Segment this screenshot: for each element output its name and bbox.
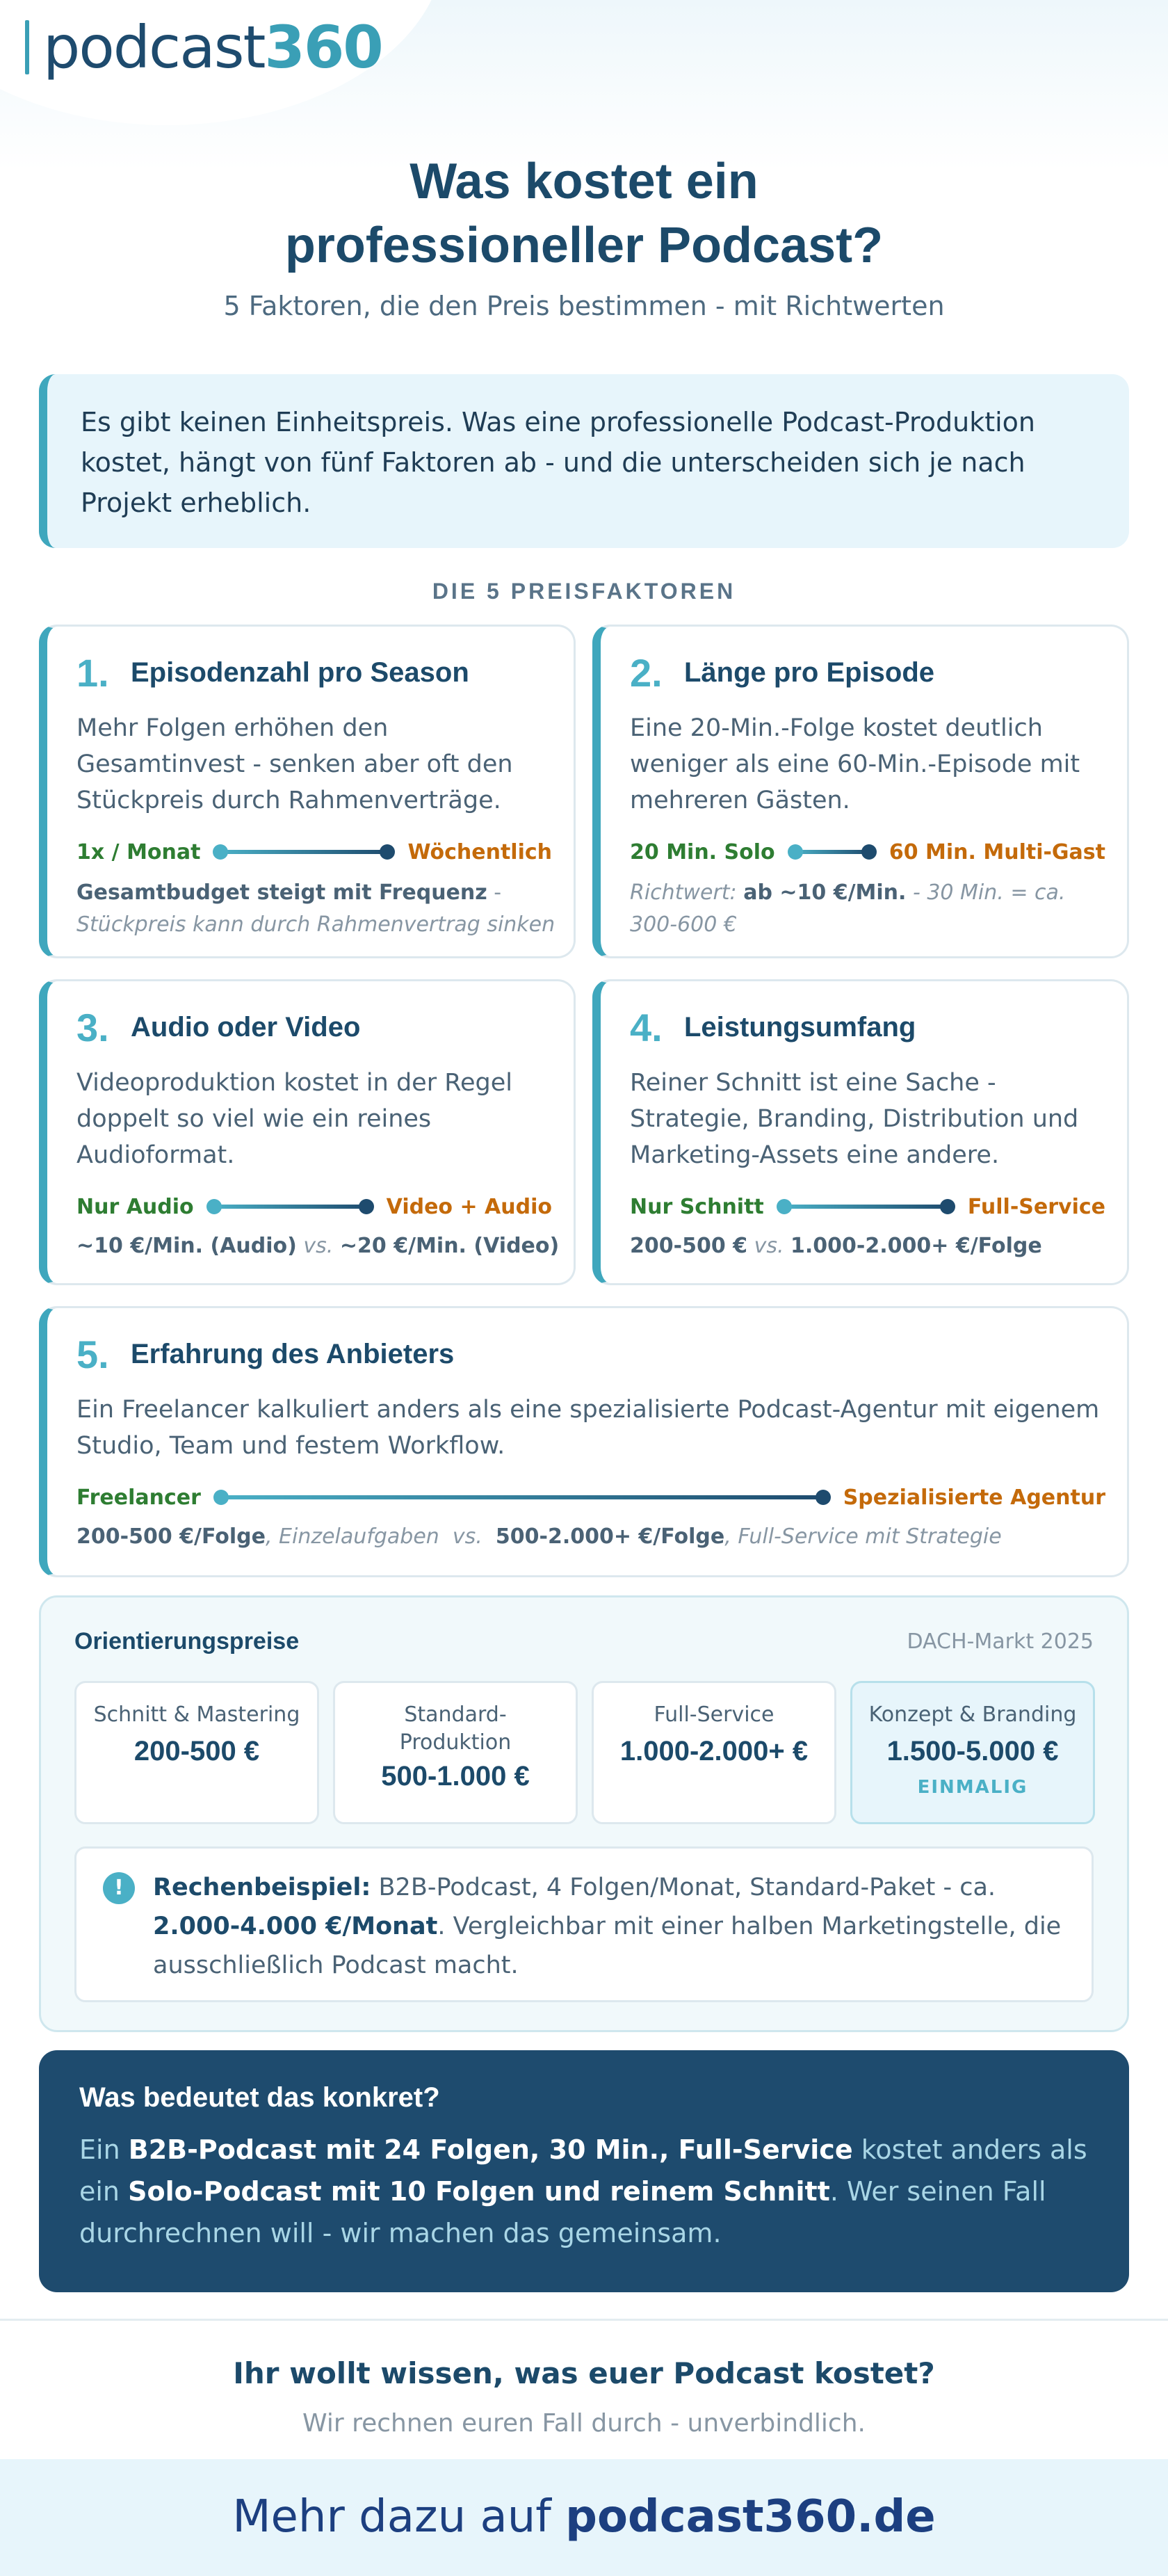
factor-card-4	[592, 979, 1129, 1285]
factor-description: Reiner Schnitt ist eine Sache - Strategie, Branding, Distribution und Marketing-Assets eine andere.	[630, 1069, 1079, 1169]
price-box	[592, 1681, 836, 1824]
logo[interactable]	[25, 13, 382, 82]
factor-note: 200-500 €/Folge, Einzelaufgaben vs. 500-2.000+ €/Folge, Full-Service mit Strategie	[76, 1524, 1002, 1549]
factor-scale	[630, 838, 1105, 866]
scale-end-dot	[359, 1199, 374, 1214]
factor-card-2	[592, 625, 1129, 958]
factor-scale	[76, 838, 552, 866]
concrete-text: Ein B2B-Podcast mit 24 Folgen, 30 Min., Full-Service kostet anders als ein Solo-Podcast mit 10 Folgen und reinem Schnitt. Wer seinen Fall durchrechnen will - wir machen das gemeinsam.	[79, 2134, 1087, 2248]
factor-description: Mehr Folgen erhöhen den Gesamtinvest - senken aber oft den Stückpreis durch Rahmenverträge.	[76, 714, 513, 814]
scale-track	[220, 850, 388, 854]
factor-card-1	[39, 625, 576, 958]
price-overview-title: Orientierungspreise	[74, 1628, 300, 1655]
factor-number: 5.	[76, 1333, 109, 1376]
exclamation-icon: !	[103, 1872, 135, 1904]
scale-start-dot	[206, 1199, 222, 1214]
factor-title: Audio oder Video	[131, 1012, 361, 1043]
price-label: Standard-Produktion	[399, 1702, 512, 1755]
cta-subtitle: Wir rechnen euren Fall durch - unverbindlich.	[302, 2409, 866, 2438]
logo-bar	[25, 20, 29, 74]
price-value: 1.500-5.000 €	[886, 1736, 1059, 1766]
price-label: Konzept & Branding	[868, 1702, 1077, 1727]
scale-end-dot	[861, 844, 877, 860]
price-overview	[39, 1595, 1129, 2032]
factor-card-5	[39, 1306, 1129, 1577]
factor-note: 200-500 € vs. 1.000-2.000+ €/Folge	[630, 1234, 1042, 1258]
scale-start-dot	[788, 844, 803, 860]
factor-note: ~10 €/Min. (Audio) vs. ~20 €/Min. (Video)	[76, 1234, 560, 1258]
factor-card-3	[39, 979, 576, 1285]
scale-high-label: 60 Min. Multi-Gast	[889, 839, 1105, 864]
factor-title: Leistungsumfang	[684, 1012, 916, 1043]
logo-text: podcast360	[43, 13, 382, 81]
scale-start-dot	[213, 1490, 229, 1505]
price-value: 500-1.000 €	[381, 1761, 530, 1792]
scale-start-dot	[777, 1199, 792, 1214]
page-title	[0, 150, 1168, 277]
price-label: Full-Service	[654, 1702, 774, 1727]
scale-low-label: Nur Schnitt	[630, 1194, 764, 1219]
price-value: 200-500 €	[133, 1736, 260, 1766]
scale-track	[220, 1495, 824, 1499]
scale-track	[784, 1205, 948, 1209]
factor-note: Richtwert: ab ~10 €/Min. - 30 Min. = ca. 300-600 €	[630, 880, 1066, 937]
scale-track	[213, 1205, 367, 1209]
price-box	[333, 1681, 578, 1824]
scale-end-dot	[940, 1199, 955, 1214]
page-title-line1: Was kostet ein	[409, 154, 759, 209]
factor-title: Länge pro Episode	[684, 657, 935, 688]
factor-number: 2.	[630, 651, 663, 695]
scale-low-label: 20 Min. Solo	[630, 839, 775, 864]
price-value: 1.000-2.000+ €	[619, 1736, 809, 1766]
price-box	[74, 1681, 319, 1824]
factor-note: Gesamtbudget steigt mit Frequenz - Stückpreis kann durch Rahmenvertrag sinken	[76, 880, 555, 937]
scale-start-dot	[213, 844, 228, 860]
factor-description: Videoproduktion kostet in der Regel doppelt so viel wie ein reines Audioformat.	[76, 1069, 512, 1169]
scale-low-label: Freelancer	[76, 1485, 201, 1510]
scale-high-label: Spezialisierte Agentur	[843, 1485, 1105, 1510]
calculation-example-text: Rechenbeispiel: B2B-Podcast, 4 Folgen/Monat, Standard-Paket - ca. 2.000-4.000 €/Monat. Vergleichbar mit einer halben Marketingstelle, die ausschließlich Podcast macht.	[153, 1874, 1062, 1979]
scale-low-label: 1x / Monat	[76, 839, 201, 864]
factor-description: Eine 20-Min.-Folge kostet deutlich weniger als eine 60-Min.-Episode mit mehreren Gästen.	[630, 714, 1080, 814]
concrete-box	[39, 2050, 1129, 2292]
intro-text: Es gibt keinen Einheitspreis. Was eine professionelle Podcast-Produktion kostet, hängt von fünf Faktoren ab - und die unterscheiden sich je nach Projekt erheblich.	[81, 407, 1035, 518]
factor-scale	[76, 1483, 1105, 1511]
page-title-line2: professioneller Podcast?	[284, 218, 884, 273]
scale-low-label: Nur Audio	[76, 1194, 194, 1219]
scale-high-label: Video + Audio	[386, 1194, 552, 1219]
price-overview-market: DACH-Markt 2025	[907, 1629, 1094, 1654]
intro-box	[39, 374, 1129, 548]
section-label: DIE 5 PREISFAKTOREN	[432, 579, 736, 604]
scale-high-label: Wöchentlich	[407, 839, 552, 864]
scale-high-label: Full-Service	[967, 1194, 1105, 1219]
footer-link[interactable]: podcast360.de	[565, 2491, 936, 2543]
factor-number: 3.	[76, 1006, 109, 1049]
price-box-highlight	[850, 1681, 1095, 1824]
scale-track	[795, 850, 870, 854]
factor-number: 4.	[630, 1006, 663, 1049]
factor-title: Episodenzahl pro Season	[131, 657, 469, 688]
factor-title: Erfahrung des Anbieters	[131, 1339, 455, 1369]
header	[0, 0, 1168, 170]
concrete-title: Was bedeutet das konkret?	[79, 2082, 440, 2113]
factor-scale	[76, 1193, 552, 1221]
price-badge: EINMALIG	[917, 1777, 1028, 1798]
factor-number: 1.	[76, 651, 109, 695]
scale-end-dot	[816, 1490, 831, 1505]
factor-description: Ein Freelancer kalkuliert anders als eine spezialisierte Podcast-Agentur mit eigenem Studio, Team und festem Workflow.	[76, 1396, 1100, 1460]
calculation-example	[74, 1846, 1094, 2002]
price-label: Schnitt & Mastering	[93, 1702, 300, 1727]
divider	[0, 2319, 1168, 2321]
page-subtitle: 5 Faktoren, die den Preis bestimmen - mit Richtwerten	[223, 291, 945, 321]
footer	[0, 2459, 1168, 2576]
footer-text: Mehr dazu auf	[232, 2491, 566, 2543]
cta-title: Ihr wollt wissen, was euer Podcast kostet?	[233, 2356, 935, 2390]
scale-end-dot	[380, 844, 395, 860]
factor-scale	[630, 1193, 1105, 1221]
